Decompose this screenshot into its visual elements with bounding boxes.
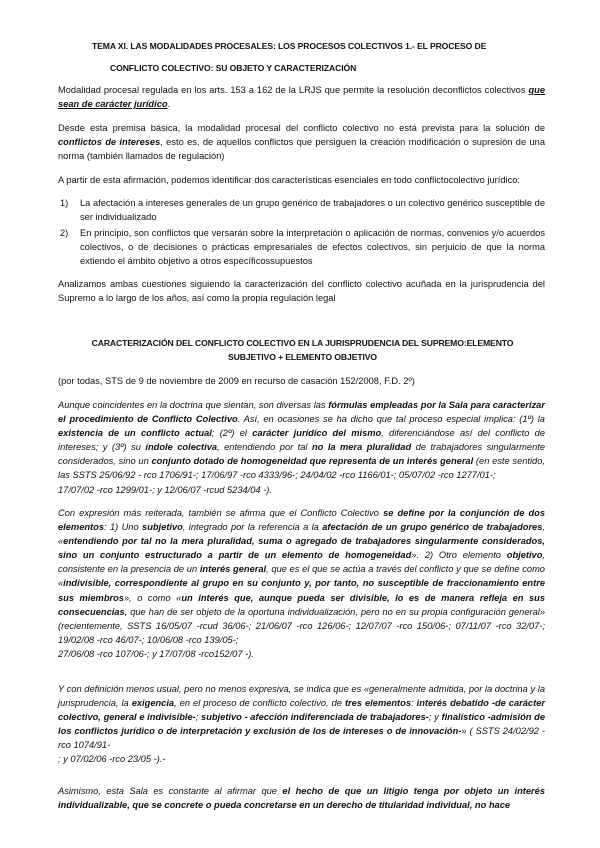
section-title: CARACTERIZACIÓN DEL CONFLICTO COLECTIVO EN LA JURISPRUDENCIA DEL SUPREMO:ELEMENTO SUBJETIVO + ELEMENTO OBJETIVO (91, 338, 514, 363)
list-item: 2) En principio, son conflictos que versarán sobre la interpretación o aplicación de normas, convenios y/o acuerdos colectivos, o de decisiones o prácticas empresariales de efectos colectivos, sin perjuicio de que la norma extiendo el ámbito objetivo a otros específicossupuestos (60, 228, 545, 267)
intro-text: Modalidad procesal regulada en los arts. 153 a 162 de la LRJS que permite la resolución deconflictos colectivos (58, 85, 529, 95)
quote-paragraph-1: Aunque coincidentes en la doctrina que sientan, son diversas las fórmulas empleadas por la Sala para caracterizar el procedimiento de Conflicto Colectivo. Así, en ocasiones se ha dicho que tal proceso especial implica: (1º) la existencia de un conflicto actual; (2º) el carácter jurídico del mismo, diferenciándose así del conflicto de intereses; y (3º) su índole colectiva, entendiendo por tal no la mera pluralidad de trabajadores singularmente considerados, sino un conjunto dotado de homogeneidad que representa de un interés general (en este sentido, las SSTS 25/06/92 - rco 1706/91-; 17/06/97 -rco 4333/96-; 24/04/02 -rco 1166/01-; 05/07/02 -rco 1277/01-; 17/07/02 -rco 1299/01-; y 12/06/07 -rcud 5234/04 -). (58, 400, 546, 495)
title-line-1: TEMA XI. LAS MODALIDADES PROCESALES: LOS PROCESOS COLECTIVOS 1.- EL PROCESO DE (92, 41, 487, 51)
document-subtitle (110, 61, 550, 75)
paragraph-intro: Modalidad procesal regulada en los arts. 153 a 162 de la LRJS que permite la resolución deconflictos colectivos que sean de carácter jurídico. (58, 85, 545, 110)
paragraph-analysis: Analizamos ambas cuestiones siguiendo la caracterización del conflicto colectivo acuñada en la jurisprudencia del Supremo a lo largo de los años, así como la propia regulación legal (58, 279, 545, 304)
document-title (92, 39, 552, 53)
paragraph-premise: Desde esta premisa básica, la modalidad procesal del conflicto colectivo no está prevista para la solución de conflictos de intereses, esto es, de aquellos conflictos que persiguen la creación modificación o supresión de una norma (también llamados de regulación) (58, 123, 545, 162)
quote-paragraph-4: Asimismo, esta Sala es constante al afirmar que el hecho de que un litigio tenga por objeto un interés individualizable, que se concrete o pueda concretarse en un derecho de titularidad individual, no hace (58, 786, 545, 811)
reference-line: (por todas, STS de 9 de noviembre de 2009 en recurso de casación 152/2008, F.D. 2º) (58, 376, 415, 386)
quote-paragraph-3: Y con definición menos usual, pero no menos expresiva, se indica que es «generalmente admitida, por la doctrina y la jurisprudencia, la exigencia, en el proceso de conflicto colectivo, de tres elementos: interés debatido -de carácter colectivo, general e indivisible-; subjetivo - afección indiferenciada de trabajadores-; y finalístico -admisión de los conflictos jurídico o de interpretación y exclusión de los de intereses o de innovación-» ( SSTS 24/02/92 -rco 1074/91- ; y 07/02/06 -rco 23/05 -).- (58, 684, 546, 765)
paragraph-characteristics: A partir de esta afirmación, podemos identificar dos características esenciales en todo conflictocolectivo jurídico: (58, 175, 520, 185)
characteristics-list (58, 196, 545, 270)
quote-paragraph-2: Con expresión más reiterada, también se afirma que el Conflicto Colectivo se define por la conjunción de dos elementos: 1) Uno subjetivo, integrado por la referencia a la afectación de un grupo genérico de trabajadores, «entendiendo por tal no la mera pluralidad, suma o agregado de trabajadores singularmente considerados, sino un conjunto estructurado a partir de un elemento de homogeneidad». 2) Otro elemento objetivo, consistente en la presencia de un interés general, que es el que se actúa a través del conflicto y que se define como «indivisible, correspondiente al grupo en su conjunto y, por tanto, no susceptible de fraccionamiento entre sus miembros», o como «un interés que, aunque pueda ser divisible, lo es de manera refleja en sus consecuencias, que han de ser objeto de la oportuna individualización, pero no en su propia configuración general» (recientemente, SSTS 16/05/07 -rcud 36/06-; 21/06/07 -rco 126/06-; 12/07/07 -rco 150/06-; 07/11/07 -rco 32/07-; 19/02/08 -rco 46/07-; 10/06/08 -rco 139/05-; 27/06/08 -rco 107/06-; y 17/07/08 -rco152/07 -). (58, 508, 545, 659)
intro-emphasis: que sean de carácter jurídico (58, 85, 545, 110)
title-line-2: CONFLICTO COLECTIVO: SU OBJETO Y CARACTERIZACIÓN (110, 63, 357, 73)
list-item: 1) La afectación a intereses generales de un grupo genérico de trabajadores o un colectivo genérico susceptible de ser individualizado (60, 198, 545, 223)
conflicts-of-interest-term: conflictos de intereses (58, 137, 161, 148)
